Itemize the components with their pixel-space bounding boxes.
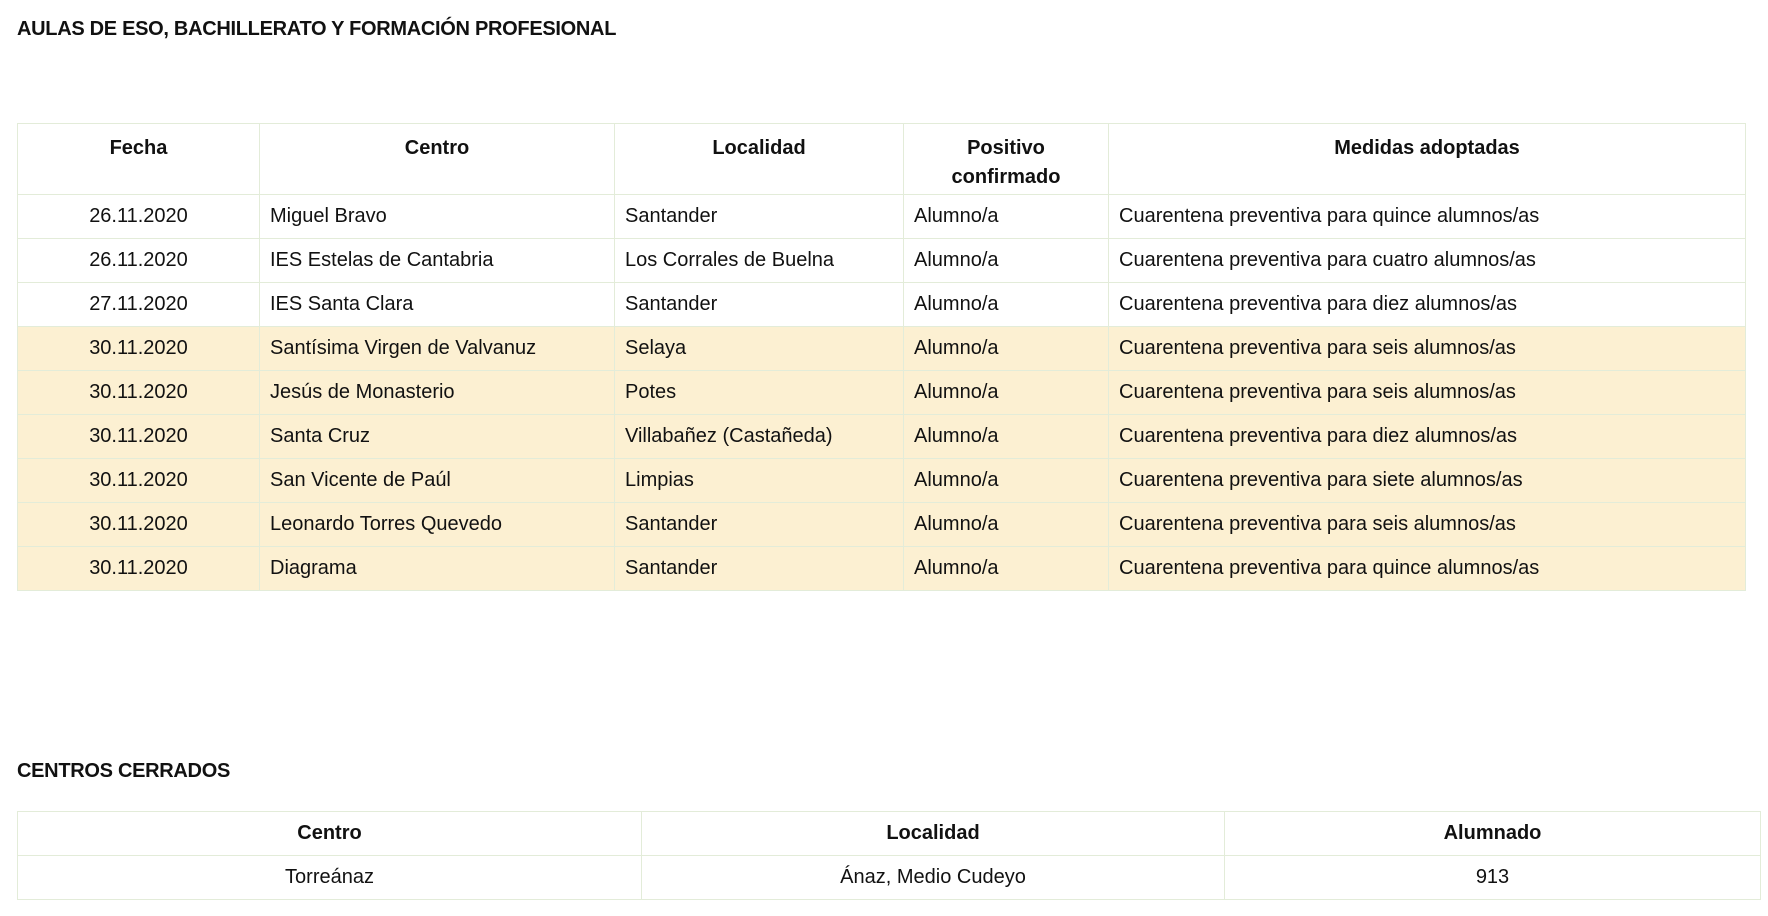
cell-localidad: Santander <box>615 503 904 547</box>
column-header-localidad: Localidad <box>642 812 1225 856</box>
cell-positivo: Alumno/a <box>904 547 1109 591</box>
cell-alumnado: 913 <box>1225 856 1761 900</box>
cell-centro: San Vicente de Paúl <box>260 459 615 503</box>
cell-localidad: Potes <box>615 371 904 415</box>
cell-localidad: Villabañez (Castañeda) <box>615 415 904 459</box>
section-title-centros-cerrados: CENTROS CERRADOS <box>17 760 230 782</box>
column-header-fecha: Fecha <box>18 124 260 195</box>
cases-table <box>17 123 1746 591</box>
cell-fecha: 26.11.2020 <box>18 239 260 283</box>
cell-centro: Jesús de Monasterio <box>260 371 615 415</box>
table-row <box>18 239 1746 283</box>
table-row <box>18 547 1746 591</box>
cell-positivo: Alumno/a <box>904 459 1109 503</box>
cell-medidas: Cuarentena preventiva para diez alumnos/as <box>1109 283 1746 327</box>
column-header-localidad: Localidad <box>615 124 904 195</box>
cell-medidas: Cuarentena preventiva para seis alumnos/as <box>1109 371 1746 415</box>
cell-positivo: Alumno/a <box>904 415 1109 459</box>
column-header-alumnado: Alumnado <box>1225 812 1761 856</box>
column-header-centro: Centro <box>260 124 615 195</box>
table-row <box>18 503 1746 547</box>
cell-fecha: 30.11.2020 <box>18 459 260 503</box>
cell-positivo: Alumno/a <box>904 327 1109 371</box>
column-header-medidas: Medidas adoptadas <box>1109 124 1746 195</box>
cell-medidas: Cuarentena preventiva para seis alumnos/as <box>1109 503 1746 547</box>
cell-positivo: Alumno/a <box>904 371 1109 415</box>
cell-fecha: 30.11.2020 <box>18 327 260 371</box>
cell-centro: Torreánaz <box>18 856 642 900</box>
table-row <box>18 371 1746 415</box>
cell-positivo: Alumno/a <box>904 195 1109 239</box>
cell-medidas: Cuarentena preventiva para cuatro alumnos/as <box>1109 239 1746 283</box>
cell-fecha: 30.11.2020 <box>18 503 260 547</box>
cell-positivo: Alumno/a <box>904 503 1109 547</box>
column-header-positivo: Positivo confirmado <box>904 124 1109 195</box>
table-row <box>18 459 1746 503</box>
cell-fecha: 30.11.2020 <box>18 547 260 591</box>
cell-centro: Leonardo Torres Quevedo <box>260 503 615 547</box>
table-row <box>18 856 1761 900</box>
table-header-row <box>18 812 1761 856</box>
cell-centro: Miguel Bravo <box>260 195 615 239</box>
cell-medidas: Cuarentena preventiva para quince alumnos/as <box>1109 547 1746 591</box>
table-header-row <box>18 124 1746 195</box>
cell-localidad: Santander <box>615 547 904 591</box>
cell-centro: IES Estelas de Cantabria <box>260 239 615 283</box>
cell-localidad: Los Corrales de Buelna <box>615 239 904 283</box>
table-row <box>18 415 1746 459</box>
cell-medidas: Cuarentena preventiva para quince alumnos/as <box>1109 195 1746 239</box>
cell-medidas: Cuarentena preventiva para diez alumnos/as <box>1109 415 1746 459</box>
closed-centers-table <box>17 811 1761 900</box>
cell-fecha: 26.11.2020 <box>18 195 260 239</box>
cell-localidad: Ánaz, Medio Cudeyo <box>642 856 1225 900</box>
cell-localidad: Santander <box>615 195 904 239</box>
cell-fecha: 30.11.2020 <box>18 415 260 459</box>
cell-localidad: Selaya <box>615 327 904 371</box>
cell-localidad: Limpias <box>615 459 904 503</box>
table-row <box>18 283 1746 327</box>
cell-centro: Diagrama <box>260 547 615 591</box>
cell-centro: IES Santa Clara <box>260 283 615 327</box>
cell-centro: Santísima Virgen de Valvanuz <box>260 327 615 371</box>
cell-positivo: Alumno/a <box>904 239 1109 283</box>
column-header-centro: Centro <box>18 812 642 856</box>
table-row <box>18 327 1746 371</box>
section-title-aulas: AULAS DE ESO, BACHILLERATO Y FORMACIÓN PROFESIONAL <box>17 18 617 40</box>
cell-fecha: 27.11.2020 <box>18 283 260 327</box>
cell-localidad: Santander <box>615 283 904 327</box>
cell-medidas: Cuarentena preventiva para seis alumnos/as <box>1109 327 1746 371</box>
cell-positivo: Alumno/a <box>904 283 1109 327</box>
cell-centro: Santa Cruz <box>260 415 615 459</box>
cell-medidas: Cuarentena preventiva para siete alumnos/as <box>1109 459 1746 503</box>
cell-fecha: 30.11.2020 <box>18 371 260 415</box>
table-row <box>18 195 1746 239</box>
